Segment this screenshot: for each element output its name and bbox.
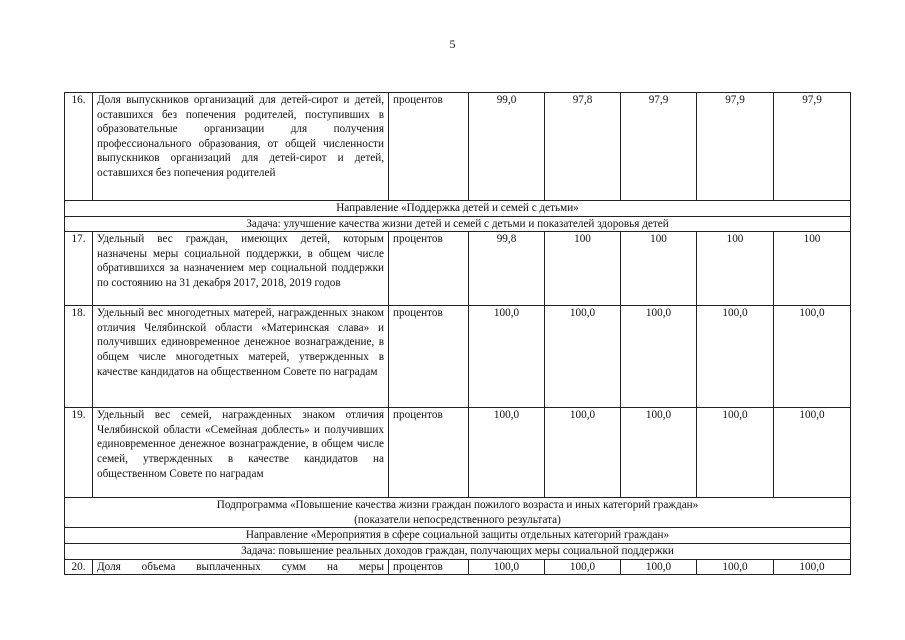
task-heading: Задача: улучшение качества жизни детей и семей с детьми и показателей здоровья детей [65, 216, 851, 232]
unit-cell: процентов [389, 559, 469, 575]
section-row [65, 498, 851, 528]
row-number: 19. [65, 408, 93, 498]
unit-cell: процентов [389, 93, 469, 201]
section-heading: Направление «Мероприятия в сфере социальной защиты отдельных категорий граждан» [65, 528, 851, 544]
table-row [65, 408, 851, 498]
value-cell: 100,0 [469, 306, 545, 408]
task-heading: Задача: повышение реальных доходов граждан, получающих меры социальной поддержки [65, 543, 851, 559]
page-number: 5 [449, 37, 456, 51]
indicators-table [64, 92, 851, 575]
value-cell: 100,0 [697, 306, 774, 408]
unit-cell: процентов [389, 408, 469, 498]
value-cell: 100,0 [621, 408, 697, 498]
value-cell: 100,0 [774, 306, 851, 408]
value-cell: 100,0 [545, 306, 621, 408]
table-row [65, 306, 851, 408]
section-row [65, 543, 851, 559]
section-row [65, 216, 851, 232]
indicator-description: Удельный вес граждан, имеющих детей, которым назначены меры социальной поддержки, в общем числе обратившихся за назначением мер социальной поддержки по состоянию на 31 декабря 2017, 2018, 2019 годов [93, 232, 389, 306]
value-cell: 100,0 [774, 559, 851, 575]
value-cell: 97,9 [774, 93, 851, 201]
subprogram-heading: Подпрограмма «Повышение качества жизни граждан пожилого возраста и иных категорий граждан» [216, 499, 699, 512]
value-cell: 100,0 [621, 306, 697, 408]
value-cell: 97,8 [545, 93, 621, 201]
unit-cell: процентов [389, 306, 469, 408]
value-cell: 100 [545, 232, 621, 306]
value-cell: 100,0 [469, 408, 545, 498]
table-row [65, 232, 851, 306]
value-cell: 99,0 [469, 93, 545, 201]
indicator-description: Доля выпускников организаций для детей-сирот и детей, оставшихся без попечения родителей, поступивших в образовательные организации для получения профессионального образования, от общей численности выпускников организаций для детей-сирот и детей, оставшихся без попечения родителей [93, 93, 389, 201]
section-heading: Направление «Поддержка детей и семей с детьми» [65, 201, 851, 217]
value-cell: 100 [697, 232, 774, 306]
indicator-description: Удельный вес многодетных матерей, награжденных знаком отличия Челябинской области «Материнская слава» и получивших единовременное денежное вознаграждение, в общем числе многодетных матерей, утвержденных в качестве кандидатов на общественном Совете по наградам [93, 306, 389, 408]
value-cell: 97,9 [697, 93, 774, 201]
table-row [65, 559, 851, 575]
value-cell: 100 [621, 232, 697, 306]
value-cell: 100 [774, 232, 851, 306]
value-cell: 99,8 [469, 232, 545, 306]
value-cell: 100,0 [469, 559, 545, 575]
indicator-description: Удельный вес семей, награжденных знаком отличия Челябинской области «Семейная доблесть» и получивших единовременное денежное вознаграждение, в общем числе семей, утвержденных в качестве кандидатов на общественном Совете по наградам [93, 408, 389, 498]
table-row [65, 93, 851, 201]
value-cell: 100,0 [774, 408, 851, 498]
section-row [65, 528, 851, 544]
value-cell: 97,9 [621, 93, 697, 201]
value-cell: 100,0 [697, 559, 774, 575]
subprogram-subheading: (показатели непосредственного результата) [354, 513, 561, 526]
value-cell: 100,0 [545, 559, 621, 575]
indicator-description: Доля объема выплаченных сумм на меры [93, 559, 389, 575]
row-number: 16. [65, 93, 93, 201]
unit-cell: процентов [389, 232, 469, 306]
value-cell: 100,0 [621, 559, 697, 575]
value-cell: 100,0 [697, 408, 774, 498]
row-number: 18. [65, 306, 93, 408]
value-cell: 100,0 [545, 408, 621, 498]
section-row [65, 201, 851, 217]
row-number: 17. [65, 232, 93, 306]
row-number: 20. [65, 559, 93, 575]
